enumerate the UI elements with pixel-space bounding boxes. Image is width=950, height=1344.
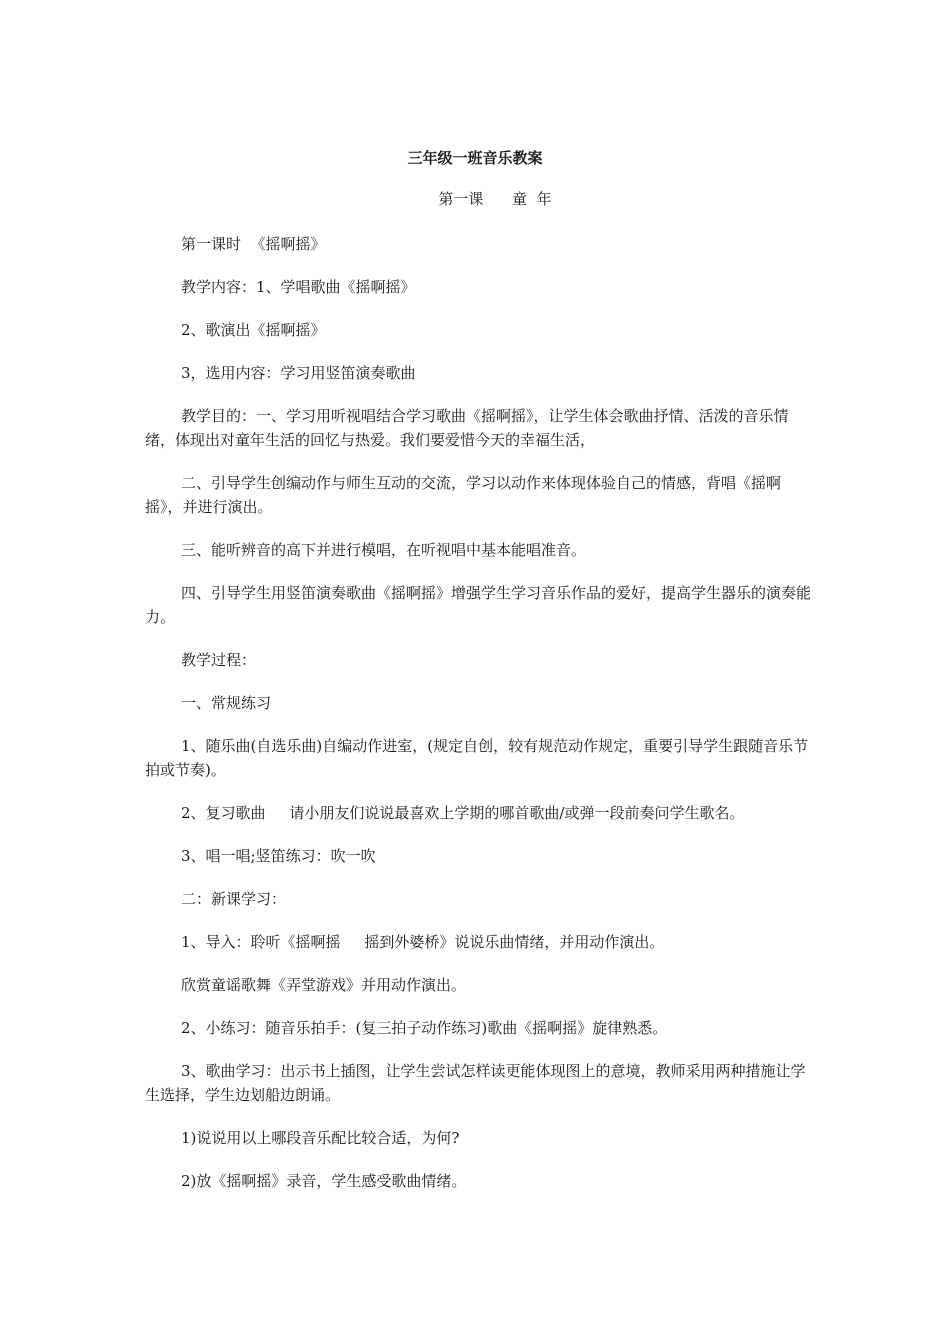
document-body	[145, 232, 815, 1212]
teaching-goal-3: 三、能听辨音的高下并进行模唱，在听视唱中基本能唱准音。	[181, 541, 587, 559]
teaching-goal-4: 四、引导学生用竖笛演奏歌曲《摇啊摇》增强学生学习音乐作品的爱好，提高学生器乐的演奏能力。	[145, 584, 812, 626]
question-2: 2)放《摇啊摇》录音，学生感受歌曲情绪。	[181, 1172, 467, 1190]
teaching-content-item-3: 3，选用内容：学习用竖笛演奏歌曲	[181, 364, 416, 382]
routine-step-3: 3、唱一唱;竖笛练习：吹一吹	[181, 847, 376, 865]
teaching-content-item-2: 2、歌演出《摇啊摇》	[181, 321, 326, 339]
teaching-content: 教学内容：1、学唱歌曲《摇啊摇》	[181, 278, 416, 296]
new-lesson-step-3: 3、歌曲学习：出示书上插图，让学生尝试怎样读更能体现图上的意境，教师采用两种措施让学生选择，学生边划船边朗诵。	[145, 1062, 806, 1104]
teaching-goal-2: 二、引导学生创编动作与师生互动的交流，学习以动作来体现体验自己的情感，背唱《摇啊摇》，并进行演出。	[145, 474, 782, 516]
section-new-lesson: 二：新课学习：	[181, 890, 287, 908]
lesson-subtitle: 第一课 童 年	[438, 190, 552, 208]
new-lesson-step-2: 2、小练习：随音乐拍手：(复三拍子动作练习)歌曲《摇啊摇》旋律熟悉。	[181, 1019, 668, 1037]
routine-step-2: 2、复习歌曲 请小朋友们说说最喜欢上学期的哪首歌曲/或弹一段前奏问学生歌名。	[181, 804, 745, 822]
lesson-period: 第一课时 《摇啊摇》	[181, 235, 326, 253]
section-routine-practice: 一、常规练习	[181, 694, 272, 712]
document-title: 三年级一班音乐教案	[407, 149, 543, 167]
question-1: 1)说说用以上哪段音乐配比较合适，为何?	[181, 1129, 460, 1147]
new-lesson-step-1: 1、导入：聆听《摇啊摇 摇到外婆桥》说说乐曲情绪，并用动作演出。	[181, 933, 665, 951]
teaching-process-heading: 教学过程：	[181, 651, 257, 669]
routine-step-1: 1、随乐曲(自选乐曲)自编动作进室，(规定自创，较有规范动作规定，重要引导学生跟随音乐节拍或节奏)。	[145, 737, 809, 779]
new-lesson-appreciation: 欣赏童谣歌舞《弄堂游戏》并用动作演出。	[181, 976, 467, 994]
teaching-goal-1: 教学目的：一、学习用听视唱结合学习歌曲《摇啊摇》，让学生体会歌曲抒情、活泼的音乐情绪，体现出对童年生活的回忆与热爱。我们要爱惜今天的幸福生活，	[145, 407, 789, 449]
